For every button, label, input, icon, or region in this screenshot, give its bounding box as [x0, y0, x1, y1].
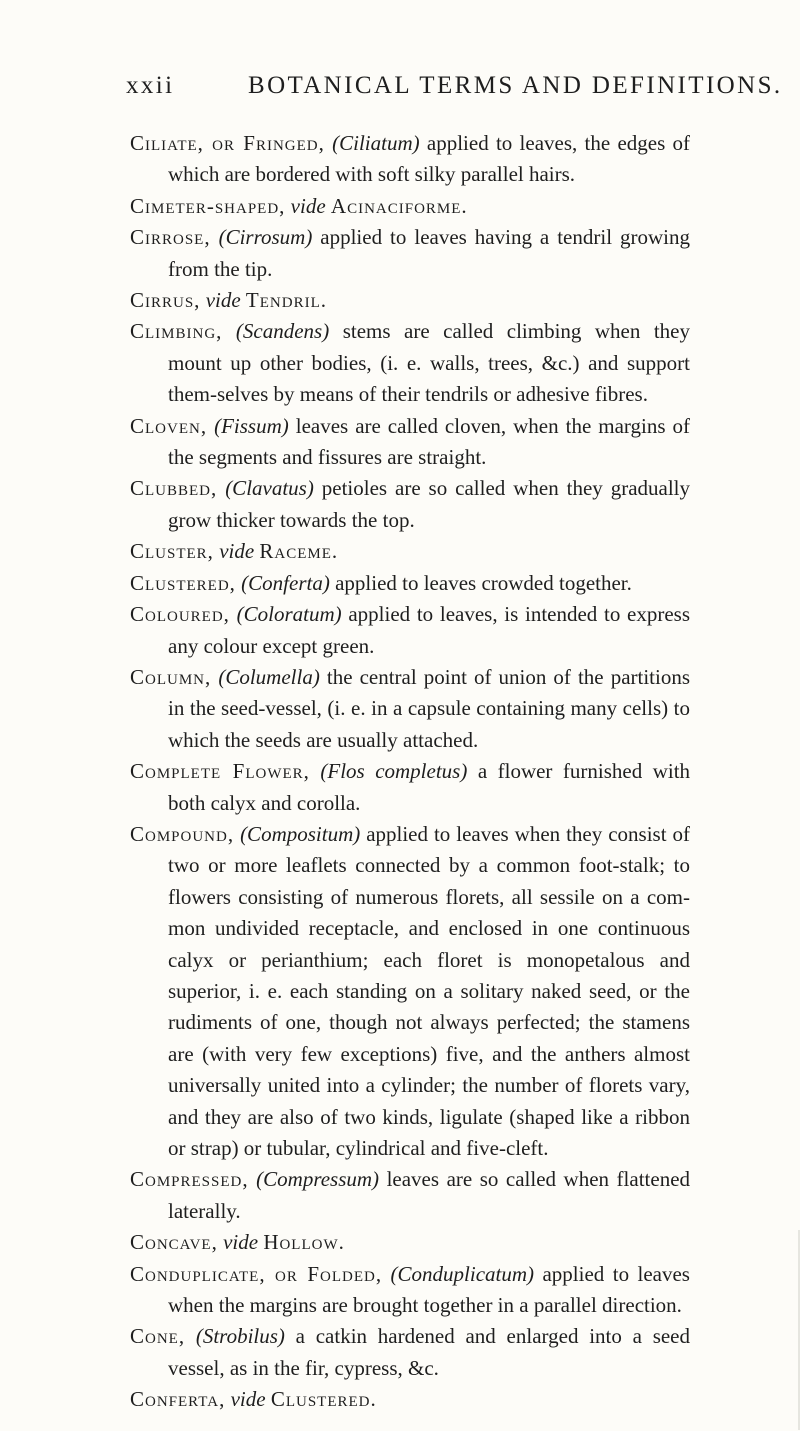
entry-complete-flower	[130, 756, 690, 819]
entry-latin: (Coloratum)	[236, 602, 342, 627]
entry-definition: applied to leaves having a tendril growing from the tip.	[168, 225, 690, 281]
entry-definition: petioles are so called when they gradually grow thicker towards the top.	[168, 476, 690, 532]
entry-term: Coloured,	[130, 602, 230, 627]
entry-conferta	[130, 1384, 690, 1415]
entry-definition: applied to leaves when they consist of two or more leaflets connected by a common foot-stalk; to flowers consisting of numerous florets, all sessile on a com-mon undivided receptacle, and enclosed in one continuous calyx or perianthium; each floret is monopetalous and superior, i. e. each standing on a solitary naked seed, or the rudiments of one, though not always perfected; the stamens are (with very few exceptions) five, and the anthers almost universally united into a cylinder; the number of florets vary, and they are also of two kinds, ligulate (shaped like a ribbon or strap) or tubular, cylindrical and five-cleft.	[168, 821, 690, 1160]
entry-climbing	[130, 316, 690, 410]
entry-definition: a catkin hardened and enlarged into a seed vessel, as in the fir, cypress, &c.	[168, 1324, 691, 1380]
entry-term: Cimeter-shaped,	[130, 193, 286, 218]
entry-concave	[130, 1227, 690, 1258]
entry-column	[130, 662, 690, 756]
running-title: BOTANICAL TERMS AND DEFINITIONS.	[248, 72, 783, 99]
entry-coloured	[130, 599, 690, 662]
entry-cross-reference: Acinaciforme.	[330, 193, 468, 218]
entry-cirrus	[130, 285, 690, 316]
entry-definition: stems are called climbing when they mount up other bodies, (i. e. walls, trees, &c.) and support them-selves by means of their tendrils or adhesive fibres.	[168, 319, 691, 407]
entry-latin: (Strobilus)	[195, 1324, 285, 1349]
entry-vide: vide	[230, 1387, 266, 1412]
entry-definition: applied to leaves, the edges of which are bordered with soft silky parallel hairs.	[168, 131, 691, 187]
entry-term: Cloven,	[130, 413, 208, 438]
entry-definition: a flower furnished with both calyx and corolla.	[168, 759, 691, 815]
entry-latin: (Compressum)	[256, 1167, 380, 1192]
entry-definition: the central point of union of the partitions in the seed-vessel, (i. e. in a capsule containing many cells) to which the seeds are usually attached.	[168, 664, 691, 752]
entry-term: Cluster,	[130, 539, 214, 564]
entry-term: Ciliate, or Fringed,	[130, 131, 325, 155]
entry-latin: (Clavatus)	[225, 476, 314, 501]
entry-definition: leaves are so called when flattened laterally.	[168, 1167, 691, 1223]
entry-definition: applied to leaves crowded together.	[335, 570, 632, 595]
entry-term: Compound,	[130, 821, 235, 846]
entry-cone	[130, 1321, 690, 1384]
entry-vide: vide	[219, 539, 255, 564]
entry-cross-reference: Raceme.	[259, 539, 339, 564]
entry-cross-reference: Clustered.	[270, 1387, 377, 1412]
entry-cross-reference: Hollow.	[263, 1230, 345, 1255]
entry-cirrose	[130, 222, 690, 285]
entry-term: Compressed,	[130, 1167, 249, 1192]
entry-term: Complete Flower,	[130, 759, 310, 784]
entry-compound	[130, 819, 690, 1164]
entry-term: Concave,	[130, 1230, 218, 1255]
entry-definition: leaves are called cloven, when the margins of the segments and fissures are straight.	[168, 413, 690, 470]
glossary-entries	[130, 128, 690, 1416]
entry-term: Climbing,	[130, 319, 223, 344]
entry-latin: (Flos completus)	[320, 759, 468, 784]
entry-cross-reference: Tendril.	[245, 288, 327, 313]
entry-ciliate	[130, 128, 690, 191]
entry-definition: applied to leaves when the margins are brought together in a parallel direction.	[168, 1261, 690, 1318]
entry-conduplicate	[130, 1259, 690, 1322]
page-number: xxii	[126, 72, 175, 99]
entry-latin: (Cirrosum)	[218, 225, 313, 250]
entry-cloven	[130, 411, 690, 474]
entry-clubbed	[130, 473, 690, 536]
entry-latin: (Conduplicatum)	[390, 1261, 535, 1286]
entry-latin: (Compositum)	[240, 821, 361, 846]
entry-latin: (Scandens)	[235, 319, 330, 344]
entry-vide: vide	[205, 288, 241, 313]
entry-definition: applied to leaves, is intended to express any colour except green.	[168, 602, 691, 658]
entry-clustered	[130, 568, 690, 599]
entry-compressed	[130, 1164, 690, 1227]
entry-term: Clustered,	[130, 570, 236, 595]
entry-term: Cone,	[130, 1324, 186, 1349]
entry-term: Cirrus,	[130, 288, 201, 313]
entry-term: Conduplicate, or Folded,	[130, 1261, 383, 1286]
entry-vide: vide	[290, 193, 326, 218]
entry-latin: (Ciliatum)	[332, 131, 420, 155]
entry-term: Cirrose,	[130, 225, 211, 250]
entry-latin: (Conferta)	[241, 570, 330, 595]
page-header	[126, 72, 783, 112]
entry-latin: (Fissum)	[214, 413, 289, 438]
entry-latin: (Columella)	[218, 664, 320, 689]
entry-term: Clubbed,	[130, 476, 218, 501]
entry-term: Conferta,	[130, 1387, 226, 1412]
entry-vide: vide	[223, 1230, 259, 1255]
entry-term: Column,	[130, 664, 212, 689]
entry-cluster	[130, 536, 690, 567]
entry-cimeter-shaped	[130, 191, 690, 222]
